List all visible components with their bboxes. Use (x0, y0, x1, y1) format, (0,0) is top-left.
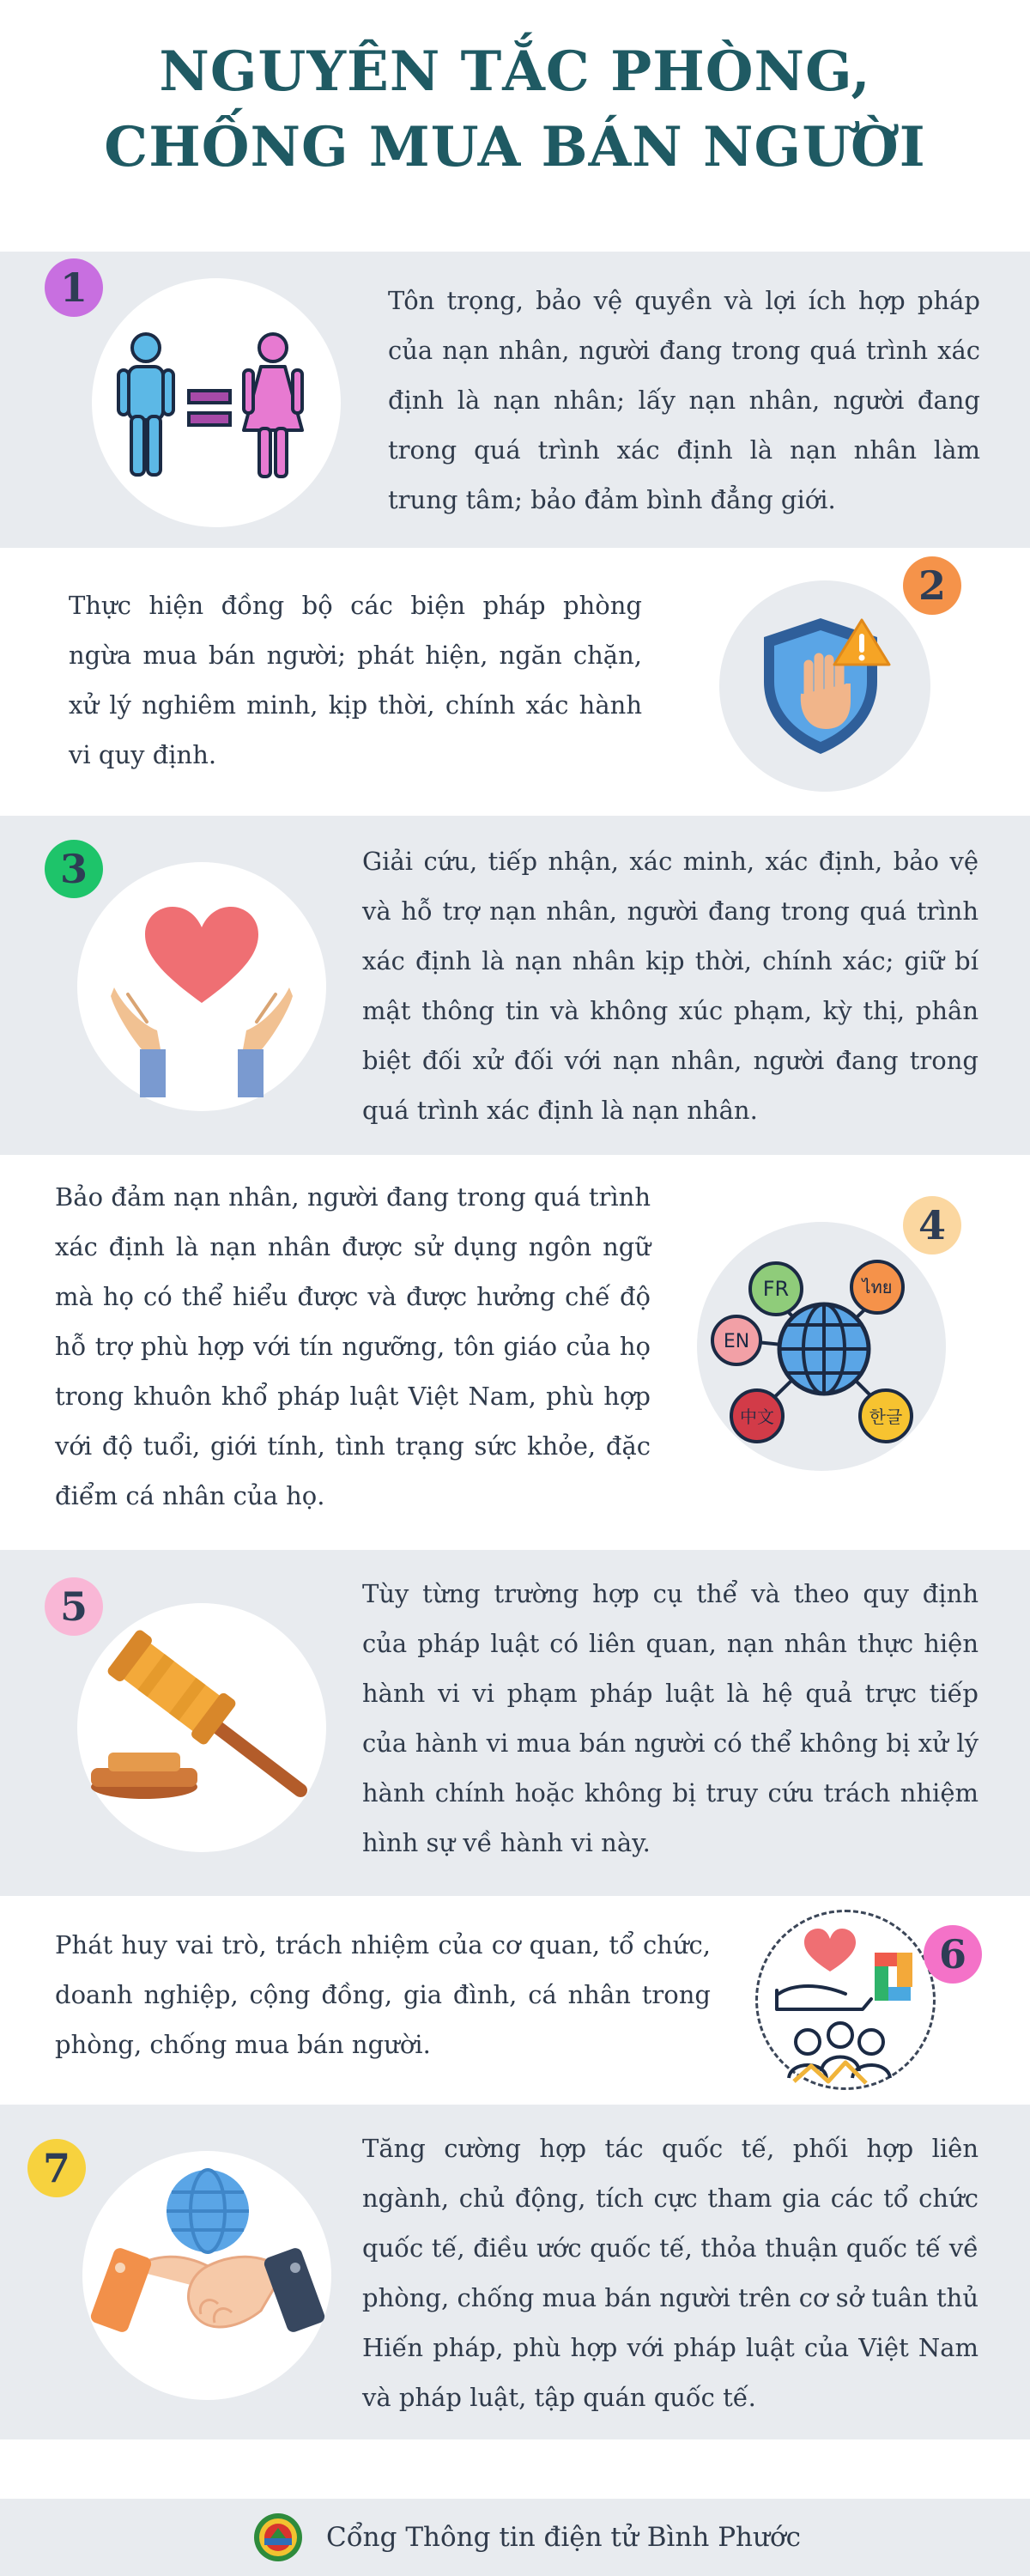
lang-label-thai: ไทย (862, 1277, 893, 1297)
shield-hand-icon (752, 611, 906, 766)
principle-3 (0, 816, 1030, 1155)
principle-5 (0, 1550, 1030, 1896)
badge-1: 1 (45, 258, 103, 317)
title-line-1: NGUYÊN TẮC PHÒNG, (159, 39, 871, 104)
principle-2 (0, 548, 1030, 816)
community-cooperation-icon (760, 1915, 931, 2087)
principle-7 (0, 2105, 1030, 2439)
footer-text: Cổng Thông tin điện tử Bình Phước (326, 2522, 802, 2553)
principle-1-text: Tôn trọng, bảo vệ quyền và lợi ích hợp pháp của nạn nhân, người đang trong quá trình xác định là nạn nhân; lấy nạn nhân, người đang trong quá trình xác định là nạn nhân làm trung tâm; bảo đảm bình đẳng giới. (388, 286, 980, 514)
principle-2-text: Thực hiện đồng bộ các biện pháp phòng ngừa mua bán người; phát hiện, ngăn chặn, xử lý nghiêm minh, kịp thời, chính xác hành vi quy định. (69, 591, 642, 769)
principle-7-text: Tăng cường hợp tác quốc tế, phối hợp liên ngành, chủ động, tích cực tham gia các tổ chức quốc tế, điều ước quốc tế, thỏa thuận quốc tế về phòng, chống mua bán người trên cơ sở tuân thủ Hiến pháp, phù hợp với pháp luật của Việt Nam và pháp luật, tập quán quốc tế. (362, 2134, 978, 2412)
gender-equality-icon (103, 329, 318, 483)
badge-2: 2 (903, 556, 961, 615)
badge-4: 4 (903, 1196, 961, 1255)
footer (0, 2499, 1030, 2576)
page-title (0, 34, 1030, 185)
languages-globe-icon (706, 1239, 937, 1454)
lang-label-fr: FR (762, 1277, 790, 1301)
badge-7: 7 (27, 2139, 86, 2197)
lang-label-zh: 中文 (740, 1406, 774, 1427)
title-line-2: CHỐNG MUA BÁN NGƯỜI (104, 115, 926, 179)
principle-3-text: Giải cứu, tiếp nhận, xác minh, xác định, bảo vệ và hỗ trợ nạn nhân, người đang trong quá trình xác định là nạn nhân kịp thời, chính xác; giữ bí mật thông tin và không xúc phạm, kỳ thị, phân biệt đối xử đối với nạn nhân, người đang trong quá trình xác định là nạn nhân. (362, 847, 978, 1125)
principle-4 (0, 1155, 1030, 1550)
binh-phuoc-emblem-icon (253, 2512, 303, 2562)
gavel-icon (86, 1627, 318, 1816)
badge-3: 3 (45, 840, 103, 898)
lang-label-en: EN (723, 1331, 750, 1352)
badge-6: 6 (924, 1925, 982, 1984)
lang-label-ko: 한글 (869, 1406, 903, 1427)
principle-6-text: Phát huy vai trò, trách nhiệm của cơ quan, tổ chức, doanh nghiệp, cộng đồng, gia đình, cá nhân trong phòng, chống mua bán người. (55, 1930, 711, 2059)
principle-4-text: Bảo đảm nạn nhân, người đang trong quá trình xác định là nạn nhân được sử dụng ngôn ngữ mà họ có thể hiểu được và được hưởng chế độ hỗ trợ phù hợp với tín ngưỡng, tôn giáo của họ trong khuôn khổ pháp luật Việt Nam, phù hợp với độ tuổi, giới tính, tình trạng sức khỏe, đặc điểm cá nhân của họ. (55, 1182, 651, 1510)
handshake-globe-icon (89, 2168, 326, 2357)
principle-1 (0, 252, 1030, 548)
heart-hands-icon (107, 902, 296, 1099)
badge-5: 5 (45, 1577, 103, 1636)
principle-6 (0, 1896, 1030, 2105)
principle-5-text: Tùy từng trường hợp cụ thể và theo quy định của pháp luật có liên quan, nạn nhân thực hiện hành vi vi phạm pháp luật là hệ quả trực tiếp của hành vi mua bán người có thể không bị xử lý hành chính hoặc không bị truy cứu trách nhiệm hình sự về hành vi này. (362, 1579, 978, 1857)
